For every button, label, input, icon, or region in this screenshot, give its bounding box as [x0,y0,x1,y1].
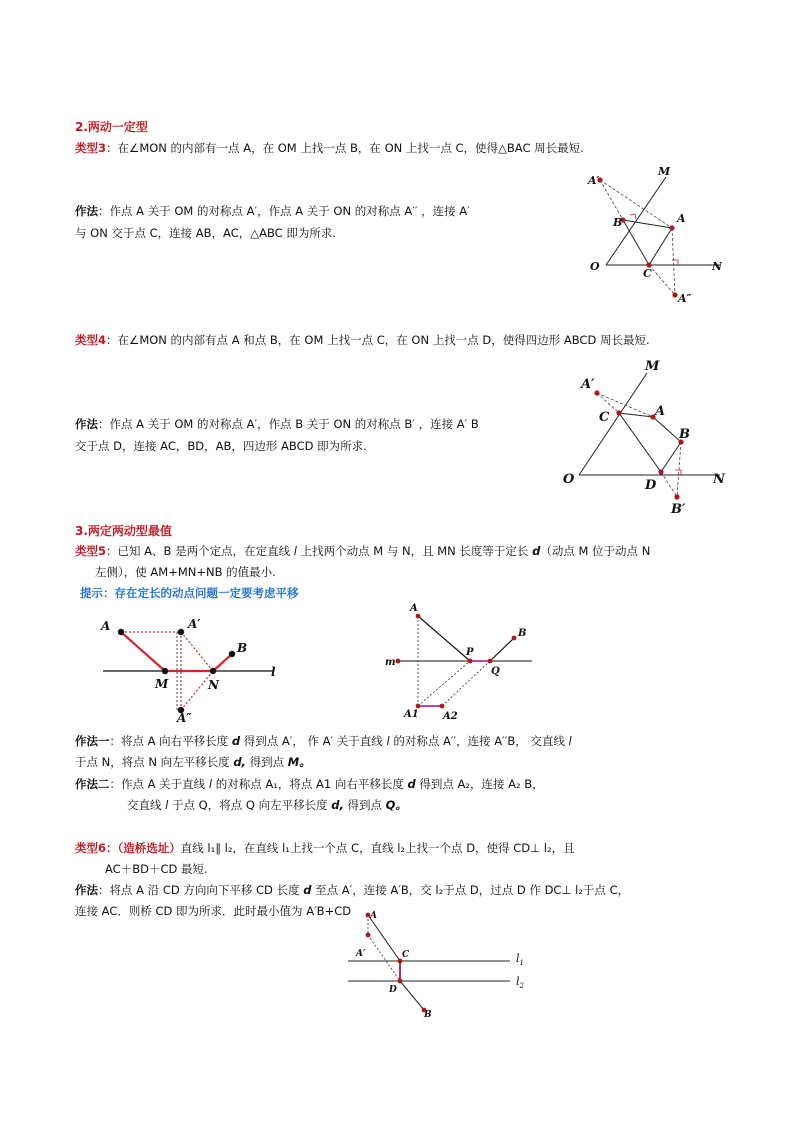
method1-text-e: 得到点 [245,755,288,769]
type6-label: 类型6 [75,841,107,855]
type6-method-line2: 连接 AC．则桥 CD 即为所求．此时最小值为 A′B+CD [75,904,352,918]
type5-l: l [293,544,297,558]
type6-sub: ：（造桥选址） [106,841,181,855]
type4-method-line1 [75,416,479,432]
label-l: l [271,665,276,679]
type5-text-c: （动点 M 位于动点 N [540,544,651,558]
type6-method-text-a: ：将点 A 沿 CD 方向向下平移 CD 长度 [98,883,304,897]
method2-d2: d, [331,798,344,812]
method2-line2 [127,797,407,813]
method1-m: M。 [287,755,311,769]
label-a: A [370,911,377,921]
method1-label: 作法一 [75,734,110,748]
label-l2: $l_2$ [516,975,524,990]
type4-method-line2: 交于点 D，连接 AC，BD，AB，四边形 ABCD 即为所求. [75,439,367,453]
section-3-title: 3.两定两动型最值 [75,524,172,538]
figure-type5-a [95,608,295,723]
type6-line1 [75,840,575,856]
type3-label: 类型3 [75,141,107,155]
type3-method-line2: 与 ON 交于点 C，连接 AB，AC，△ABC 即为所求. [75,226,336,240]
method2-text-f: 得到点 [343,798,386,812]
method1-l: l [386,734,390,748]
method1-text-d: 于点 N，将点 N 向左平移长度 [75,755,234,769]
method1-text-c: 的对称点 A′′，连接 A′′B， 交直线 [389,734,569,748]
figure-type3 [580,162,730,307]
method2-text-b: 的对称点 A₁，将点 A1 向右平移长度 [212,777,408,791]
type4-label: 类型4 [75,333,107,347]
label-d: D [389,985,397,995]
label-n: N [713,472,725,487]
label-b-prime: B′ [671,502,686,517]
point-a [669,225,674,230]
label-b: B [679,427,690,442]
method1-d2: d, [233,755,246,769]
label-m: M [658,165,671,178]
method2-line1 [75,776,544,792]
label-q: Q [491,666,500,677]
label-b: B [613,216,623,229]
type6-d: d [303,883,312,897]
label-a-prime: A′ [588,174,600,187]
type6-method-label: 作法 [75,883,98,897]
figure-type4 [555,355,735,520]
type6-method-text-b: 至点 A′，连接 A′B，交 l₂于点 D，过点 D 作 DC⊥ l₂于点 C， [311,883,630,897]
label-a-prime: A′ [188,617,201,631]
label-o: O [590,260,600,273]
label-l1: $l_1$ [516,952,524,967]
type3-text: ：在∠MON 的内部有一点 A，在 OM 上找一点 B，在 ON 上找一点 C，使得△BAC 周长最短. [106,141,584,155]
method1-d: d [231,734,241,748]
type3-method-text1: ：作点 A 关于 OM 的对称点 A′，作点 A 关于 ON 的对称点 A′′ ，连接 A′ [98,204,470,218]
label-b: B [424,1010,432,1020]
label-a: A [101,619,111,633]
label-a-double-prime: A″ [678,292,692,305]
method2-q: Q。 [385,798,407,812]
type3-statement [75,140,584,156]
type6-line2: AC＋BD＋CD 最短. [105,862,208,876]
type5-text-a: ：已知 A、B 是两个定点，在定直线 [106,544,294,558]
method2-l-2: l [165,798,169,812]
point-a-double-prime [672,292,677,297]
label-c: C [402,950,410,960]
method2-label: 作法二 [75,777,110,791]
label-p: P [466,647,474,658]
type6-method-line1 [75,882,629,898]
label-a2: A2 [443,711,458,722]
type3-method-line1 [75,203,470,219]
label-m: m [385,657,396,668]
label-a: A [655,404,666,419]
label-a: A [410,603,418,614]
method1-text-b: 得到点 A′， 作 A′ 关于直线 [240,734,387,748]
method1-line1 [75,733,572,749]
method1-text-a: ：将点 A 向右平移长度 [109,734,232,748]
method2-text-c: 得到点 A₂，连接 A₂ B， [415,777,544,791]
section-2-title: 2.两动一定型 [75,120,148,134]
label-a1: A1 [404,709,419,720]
type4-statement [75,332,650,348]
label-o: O [563,472,575,487]
label-b: B [518,628,527,639]
type4-method-text1: ：作点 A 关于 OM 的对称点 A′，作点 B 关于 ON 的对称点 B′ ，连接 A′ B [98,417,479,431]
label-a: A [677,212,686,225]
label-n: N [208,678,219,692]
method2-d: d [407,777,416,791]
label-m: M [645,359,660,374]
type4-text: ：在∠MON 的内部有点 A 和点 B，在 OM 上找一点 C，在 ON 上找一点 D，使得四边形 ABCD 周长最短. [106,333,650,347]
method2-text-a: ：作点 A 关于直线 [109,777,209,791]
method1-l2: l [568,734,572,748]
label-a-prime: A′ [356,949,366,959]
method2-l: l [208,777,213,791]
label-a-double-prime: A″ [177,711,192,723]
type5-d: d [532,544,541,558]
type5-line1 [75,543,650,559]
label-d: D [645,478,657,493]
type5-text-b: 上找两个动点 M 与 N，且 MN 长度等于定长 [296,544,533,558]
figure-type6 [340,905,540,1020]
type5-line2: 左侧），使 AM+MN+NB 的值最小. [95,565,276,579]
type5-tip: 提示：存在定长的动点问题一定要考虑平移 [80,586,299,600]
type6-text-a: 直线 l₁∥ l₂，在直线 l₁上找一个点 C，直线 l₂上找一个点 D，使得 CD⊥ l₂，且 [180,841,575,855]
label-c: C [643,267,652,280]
label-c: C [599,410,610,425]
label-a-prime: A′ [581,377,595,392]
label-m: M [155,677,169,691]
type4-method-label: 作法 [75,417,98,431]
figure-type5-b [380,598,540,723]
method2-text-d: 交直线 [127,798,166,812]
method2-text-e: 于点 Q，将点 Q 向左平移长度 [168,798,332,812]
method1-line2 [75,754,311,770]
type3-method-label: 作法 [75,204,98,218]
label-n: N [712,260,723,273]
label-b: B [237,641,248,655]
type5-label: 类型5 [75,544,107,558]
